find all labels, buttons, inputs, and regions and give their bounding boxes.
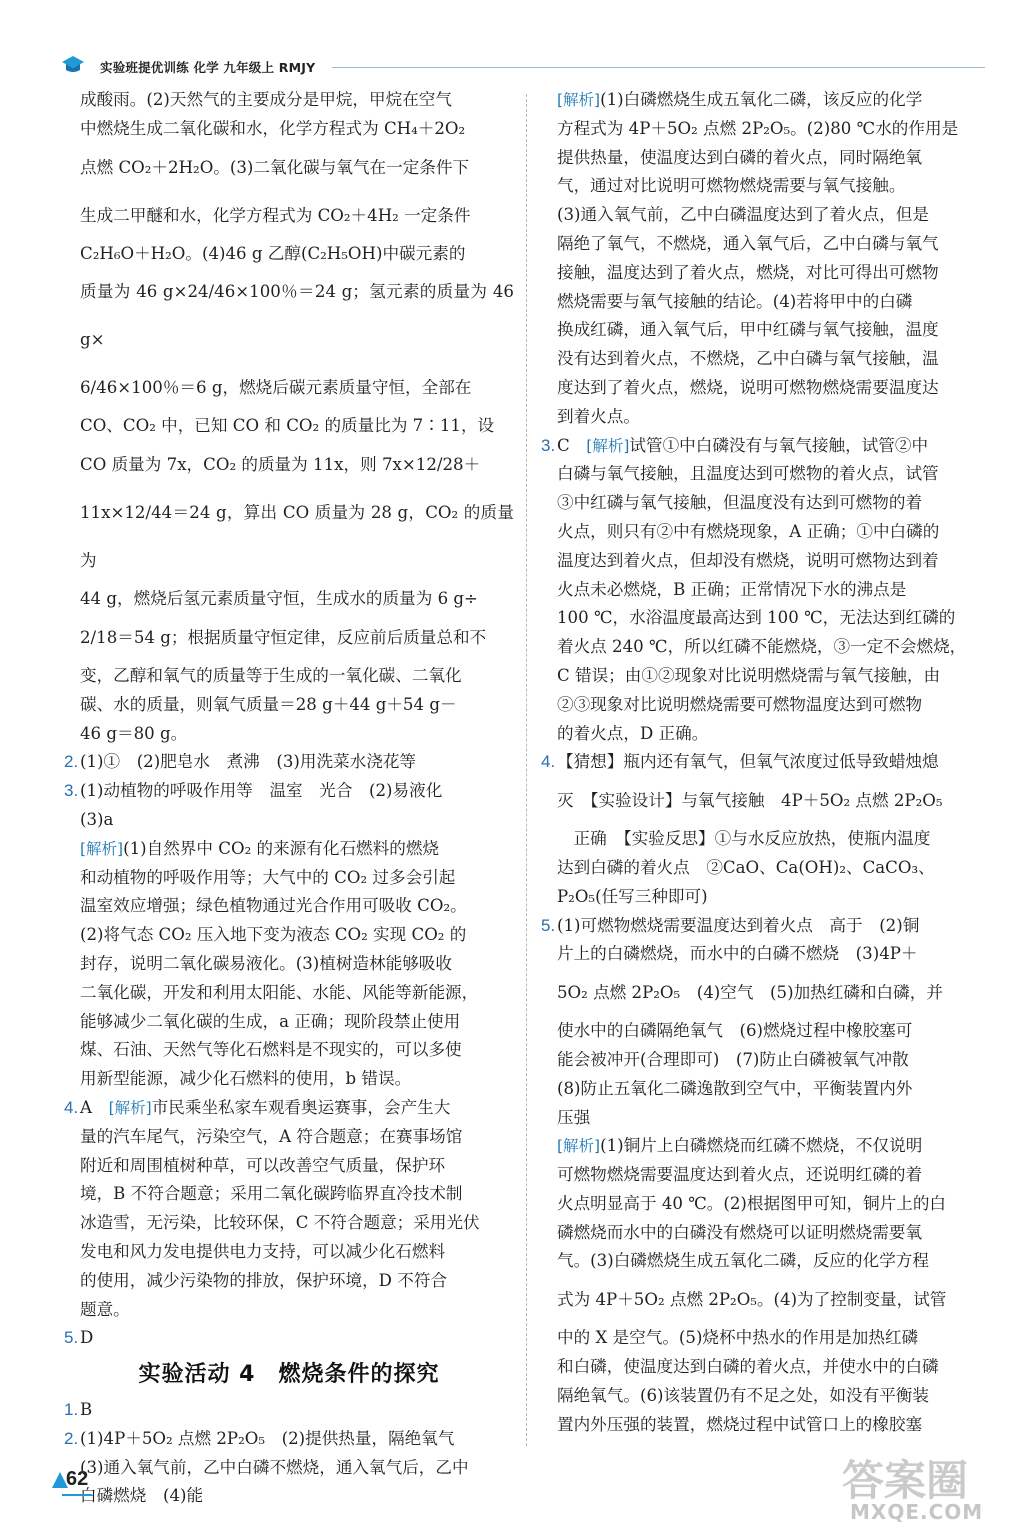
- text-line: (3)a: [80, 809, 114, 829]
- analysis-text: 试管①中白磷没有与氧气接触，试管②中: [629, 435, 929, 455]
- analysis-text: (1)铜片上白磷燃烧而红磷不燃烧，不仅说明: [600, 1136, 923, 1156]
- text-line: (3)通入氧气前，乙中白磷温度达到了着火点，但是: [557, 205, 929, 225]
- question-number: 3.: [541, 435, 556, 455]
- answer-5: [64, 1324, 514, 1353]
- text-line: 方程式为 4P＋5O₂ 点燃 2P₂O₅。(2)80 ℃水的作用是: [557, 118, 959, 138]
- text-line: 到着火点。: [557, 406, 640, 426]
- page-number: [52, 1470, 100, 1498]
- text-line: (1)动植物的呼吸作用等 温室 光合 (2)易液化: [80, 781, 443, 801]
- answer-2: [64, 748, 514, 777]
- text-line: 中的 X 是空气。(5)烧杯中热水的作用是加热红磷: [557, 1328, 919, 1348]
- text-line: 2/18＝54 g；根据质量守恒定律，反应前后质量总和不: [80, 627, 487, 647]
- text-line: 【猜想】瓶内还有氧气，但氧气浓度过低导致蜡烛熄: [557, 752, 939, 772]
- analysis-text: 市民乘坐私家车观看奥运赛事，会产生大: [151, 1097, 451, 1117]
- header-rule: [332, 67, 985, 68]
- text-line: 发电和风力发电提供电力支持，可以减少化石燃料: [80, 1241, 446, 1261]
- text-line: 和白磷，使温度达到白磷的着火点，并使水中的白磷: [557, 1357, 939, 1377]
- text-line: (3)通入氧气前，乙中白磷不燃烧，通入氧气后，乙中: [80, 1457, 469, 1477]
- text-line: 二氧化碳，开发和利用太阳能、水能、风能等新能源，: [80, 982, 479, 1002]
- text-line: (1)4P＋5O₂ 点燃 2P₂O₅ (2)提供热量，隔绝氧气: [80, 1428, 455, 1448]
- text-line: C 错误；由①②现象对比说明燃烧需与氧气接触，由: [557, 665, 941, 685]
- text-line: 隔绝了氧气，不燃烧，通入氧气后，乙中白磷与氧气: [557, 233, 939, 253]
- book-logo-icon: [60, 54, 86, 76]
- text-line: [80, 1094, 514, 1123]
- text-line: (2)将气态 CO₂ 压入地下变为液态 CO₂ 实现 CO₂ 的: [80, 925, 467, 945]
- text-line: 境，B 不符合题意；采用二氧化碳跨临界直冷技术制: [80, 1184, 463, 1204]
- text-line: 变，乙醇和氧气的质量等于生成的一氧化碳、二氧化: [80, 665, 462, 685]
- answer-choice: A: [80, 1097, 92, 1117]
- text-line: ③中红磷与氧气接触，但温度没有达到可燃物的着: [557, 493, 923, 513]
- text-line: 冰造雪，无污染，比较环保，C 不符合题意；采用光伏: [80, 1213, 480, 1233]
- answer-choice: C: [557, 435, 570, 455]
- right-column: [541, 86, 991, 1439]
- text-line: (1)可燃物燃烧需要温度达到着火点 高于 (2)铜: [557, 915, 920, 935]
- text-line: 46 g＝80 g。: [80, 723, 188, 743]
- text-line: 置内外压强的装置，燃烧过程中试管口上的橡胶塞: [557, 1414, 923, 1434]
- text-line: 火点未必燃烧，B 正确；正常情况下水的沸点是: [557, 579, 907, 599]
- question-number: 4.: [541, 752, 556, 772]
- text-line: 封存，说明二氧化碳易液化。(3)植树造林能够吸收: [80, 953, 452, 973]
- text-line: 煤、石油、天然气等化石燃料是不现实的，可以多使: [80, 1040, 462, 1060]
- answer-4: [64, 1094, 514, 1324]
- text-line: [557, 1132, 991, 1161]
- text-line: 换成红磷，通入氧气后，甲中红磷与氧气接触，温度: [557, 320, 939, 340]
- text-line: ②③现象对比说明燃烧需要可燃物温度达到可燃物: [557, 694, 923, 714]
- answer-1-continuation: [64, 86, 514, 748]
- question-number: 2.: [64, 752, 79, 772]
- text-line: 5O₂ 点燃 2P₂O₅ (4)空气 (5)加热红磷和白磷，并: [557, 983, 943, 1003]
- text-line: 火点明显高于 40 ℃。(2)根据图甲可知，铜片上的白: [557, 1193, 947, 1213]
- text-line: 附近和周围植树种草，可以改善空气质量，保护环: [80, 1155, 446, 1175]
- text-line: [557, 432, 991, 461]
- text-line: 气。(3)白磷燃烧生成五氧化二磷，反应的化学方程: [557, 1251, 929, 1271]
- text-line: CO、CO₂ 中，已知 CO 和 CO₂ 的质量比为 7∶11，设: [80, 416, 495, 436]
- text-line: 正确 【实验反思】①与水反应放热，使瓶内温度: [557, 829, 931, 849]
- text-line: 100 ℃，水浴温度最高达到 100 ℃，无法达到红磷的: [557, 608, 956, 628]
- text-line: 接触，温度达到了着火点，燃烧，对比可得出可燃物: [557, 262, 939, 282]
- text-line: 片上的白磷燃烧，而水中的白磷不燃烧 (3)4P＋: [557, 944, 918, 964]
- text-line: [80, 835, 514, 864]
- question-number: 2.: [64, 1428, 79, 1448]
- text-line: 点燃 CO₂＋2H₂O。(3)二氧化碳与氧气在一定条件下: [80, 157, 470, 177]
- question-number: 3.: [64, 781, 79, 801]
- section-answer-2-analysis: [541, 86, 991, 432]
- page-header: [60, 58, 985, 78]
- left-column: [64, 86, 514, 1511]
- text-line: 没有达到着火点，不燃烧，乙中白磷与氧气接触，温: [557, 349, 939, 369]
- text-line: 燃烧需要与氧气接触的结论。(4)若将甲中的白磷: [557, 291, 913, 311]
- text-line: 碳、水的质量，则氧气质量＝28 g＋44 g＋54 g－: [80, 694, 457, 714]
- text-line: 能够减少二氧化碳的生成，a 正确；现阶段禁止使用: [80, 1011, 461, 1031]
- text-line: 度达到了着火点，燃烧，说明可燃物燃烧需要温度达: [557, 377, 939, 397]
- analysis-tag: [解析]: [557, 91, 601, 109]
- text-line: P₂O₅(任写三种即可): [557, 886, 708, 906]
- text-line: 提供热量，使温度达到白磷的着火点，同时隔绝氧: [557, 147, 923, 167]
- text-line: 生成二甲醚和水，化学方程式为 CO₂＋4H₂ 一定条件: [80, 205, 471, 225]
- text-line: 式为 4P＋5O₂ 点燃 2P₂O₅。(4)为了控制变量，试管: [557, 1290, 947, 1310]
- text-line: (1)① (2)肥皂水 煮沸 (3)用洗菜水浇花等: [80, 752, 417, 772]
- analysis-text: (1)自然界中 CO₂ 的来源有化石燃料的燃烧: [123, 838, 440, 858]
- section-answer-3: [541, 432, 991, 749]
- text-line: 隔绝氧气。(6)该装置仍有不足之处，如没有平衡装: [557, 1385, 929, 1405]
- text-line: 白磷与氧气接触，且温度达到可燃物的着火点，试管: [557, 464, 939, 484]
- analysis-text: (1)白磷燃烧生成五氧化二磷，该反应的化学: [600, 90, 923, 109]
- analysis-tag: [解析]: [586, 436, 630, 455]
- text-line: D: [80, 1328, 94, 1348]
- section-answer-2: [64, 1425, 514, 1511]
- text-line: 用新型能源，减少化石燃料的使用，b 错误。: [80, 1069, 412, 1089]
- question-number: 5.: [64, 1328, 79, 1348]
- text-line: 达到白磷的着火点 ②CaO、Ca(OH)₂、CaCO₃、: [557, 857, 935, 877]
- text-line: 使水中的白磷隔绝氧气 (6)燃烧过程中橡胶塞可: [557, 1021, 913, 1041]
- text-line: 着火点 240 ℃，所以红磷不能燃烧，③一定不会燃烧，: [557, 637, 967, 657]
- section-title: 实验活动 4 燃烧条件的探究: [138, 1362, 440, 1388]
- text-line: 可燃物燃烧需要温度达到着火点，还说明红磷的着: [557, 1165, 923, 1185]
- text-line: 量的汽车尾气，污染空气，A 符合题意；在赛事场馆: [80, 1126, 463, 1146]
- text-line: 火点，则只有②中有燃烧现象，A 正确；①中白磷的: [557, 521, 940, 541]
- text-line: B: [80, 1399, 93, 1419]
- page-number-underline: [62, 1494, 92, 1496]
- text-line: 中燃烧生成二氧化碳和水，化学方程式为 CH₄＋2O₂: [80, 118, 466, 138]
- text-line: 成酸雨。(2)天然气的主要成分是甲烷，甲烷在空气: [80, 90, 452, 109]
- section-answer-4: [541, 748, 991, 911]
- text-line: 6/46×100％＝6 g，燃烧后碳元素质量守恒，全部在: [80, 378, 472, 398]
- question-number: 5.: [541, 915, 556, 935]
- text-line: (8)防止五氧化二磷逸散到空气中，平衡装置内外: [557, 1078, 913, 1098]
- section-answer-1: [64, 1396, 514, 1425]
- text-line: 44 g，燃烧后氢元素质量守恒，生成水的质量为 6 g÷: [80, 589, 478, 609]
- analysis-tag: [解析]: [108, 1098, 152, 1117]
- text-line: 压强: [557, 1107, 591, 1127]
- header-title: 实验班提优训练 化学 九年级上 RMJY: [100, 60, 316, 75]
- watermark: [842, 1448, 992, 1530]
- watermark-logo-text: 答案圈: [842, 1456, 969, 1505]
- text-line: 的使用，减少污染物的排放，保护环境，D 不符合: [80, 1270, 448, 1290]
- watermark-url-text: MXQE.COM: [850, 1500, 984, 1524]
- analysis-tag: [解析]: [557, 1137, 601, 1156]
- text-line: 磷燃烧而水中的白磷没有燃烧可以证明燃烧需要氧: [557, 1222, 923, 1242]
- analysis-tag: [解析]: [80, 839, 124, 858]
- text-line: CO 质量为 7x，CO₂ 的质量为 11x，则 7x×12/28＋: [80, 455, 481, 475]
- text-line: C₂H₆O＋H₂O。(4)46 g 乙醇(C₂H₅OH)中碳元素的: [80, 243, 466, 263]
- text-line: 和动植物的呼吸作用等；大气中的 CO₂ 过多会引起: [80, 867, 456, 887]
- question-number: 4.: [64, 1097, 79, 1117]
- section-answer-5: [541, 912, 991, 1440]
- text-line: 题意。: [80, 1299, 130, 1319]
- answer-3: [64, 777, 514, 1094]
- text-line: 温室效应增强；绿色植物通过光合作用可吸收 CO₂。: [80, 896, 467, 916]
- text-line: 白磷燃烧 (4)能: [80, 1486, 204, 1506]
- text-line: 能会被冲开(合理即可) (7)防止白磷被氧气冲散: [557, 1049, 909, 1069]
- text-line: 质量为 46 g×24/46×100％＝24 g；氢元素的质量为 46 g×: [80, 282, 514, 350]
- text-line: 的着火点，D 正确。: [557, 723, 709, 743]
- text-line: [557, 86, 991, 115]
- text-line: 灭 【实验设计】与氧气接触 4P＋5O₂ 点燃 2P₂O₅: [557, 791, 943, 811]
- column-divider: [526, 94, 527, 1446]
- page-number-text: 62: [66, 1468, 89, 1490]
- text-line: 温度达到着火点，但却没有燃烧，说明可燃物达到着: [557, 550, 939, 570]
- text-line: 气，通过对比说明可燃物燃烧需要与氧气接触。: [557, 176, 906, 196]
- text-line: 11x×12/44＝24 g，算出 CO 质量为 28 g，CO₂ 的质量为: [80, 503, 514, 571]
- question-number: 1.: [64, 1399, 79, 1419]
